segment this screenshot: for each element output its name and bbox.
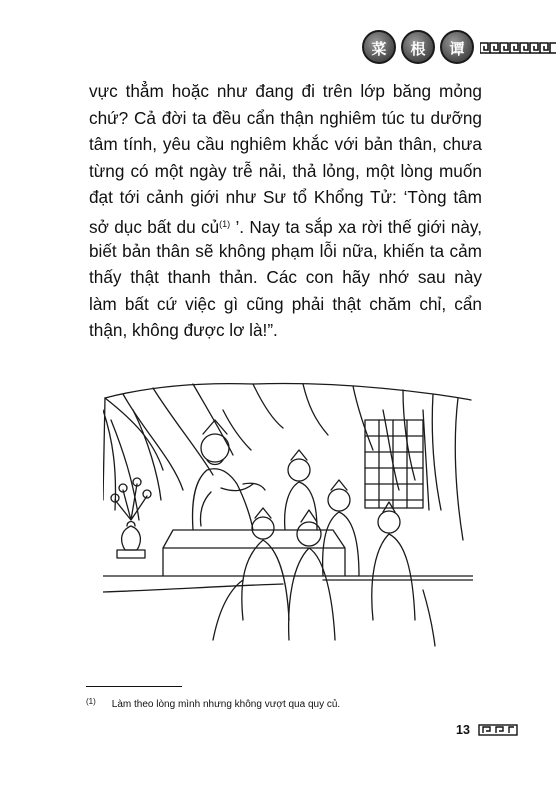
greek-fret-border-icon: [480, 42, 556, 54]
emblem-char: 菜: [371, 40, 387, 58]
emblem-circle-icon: [440, 30, 474, 64]
footnote-separator: [86, 686, 182, 687]
body-text-fragment: sở dục bất du củ: [89, 216, 220, 237]
body-line: chứ? Cả đời ta đều cẩn thận nghiêm túc tu dưỡng: [89, 107, 482, 128]
footer-fret-icon: [478, 724, 518, 736]
emblem-char: 谭: [449, 40, 465, 58]
body-line: biết bản thân sẽ không phạm lỗi nữa, khiến ta cảm: [89, 240, 482, 261]
body-text-fragment: ’. Nay ta sắp xa rời thế giới này,: [235, 216, 482, 237]
body-line: đạt tới cảnh giới như Sư tổ Khổng Tử: ‘Tòng tâm: [89, 187, 482, 208]
footnote-text: Làm theo lòng mình nhưng không vượt qua quy củ.: [111, 699, 341, 710]
body-line: thận, không được lơ là!”.: [89, 320, 278, 341]
body-line: làm bất cứ việc gì cũng phải thật chăm chỉ, cẩn: [89, 293, 482, 314]
header-ornament: [356, 28, 556, 68]
body-line: vực thẳm hoặc như đang đi trên lớp băng mỏng: [89, 81, 482, 101]
illustration-scholar-with-disciples: [103, 380, 473, 652]
footnote-mark: (1): [86, 697, 96, 706]
emblem-char: 根: [410, 40, 426, 58]
emblem-circle-icon: [401, 30, 435, 64]
body-line: từng có một ngày trễ nải, thả lỏng, một lòng muốn: [89, 160, 482, 181]
emblem-circle-icon: [362, 30, 396, 64]
footnote: [86, 697, 340, 710]
footnote-reference: (1): [219, 218, 231, 229]
body-line: tâm tính, yêu cầu nghiêm khắc với bản thân, chưa: [89, 134, 482, 155]
page-number: 13: [456, 723, 470, 737]
body-paragraph: [89, 78, 482, 344]
body-line-with-note: [89, 211, 482, 238]
body-line: thấy thật thanh thản. Các con hãy nhớ sau này: [89, 267, 482, 288]
